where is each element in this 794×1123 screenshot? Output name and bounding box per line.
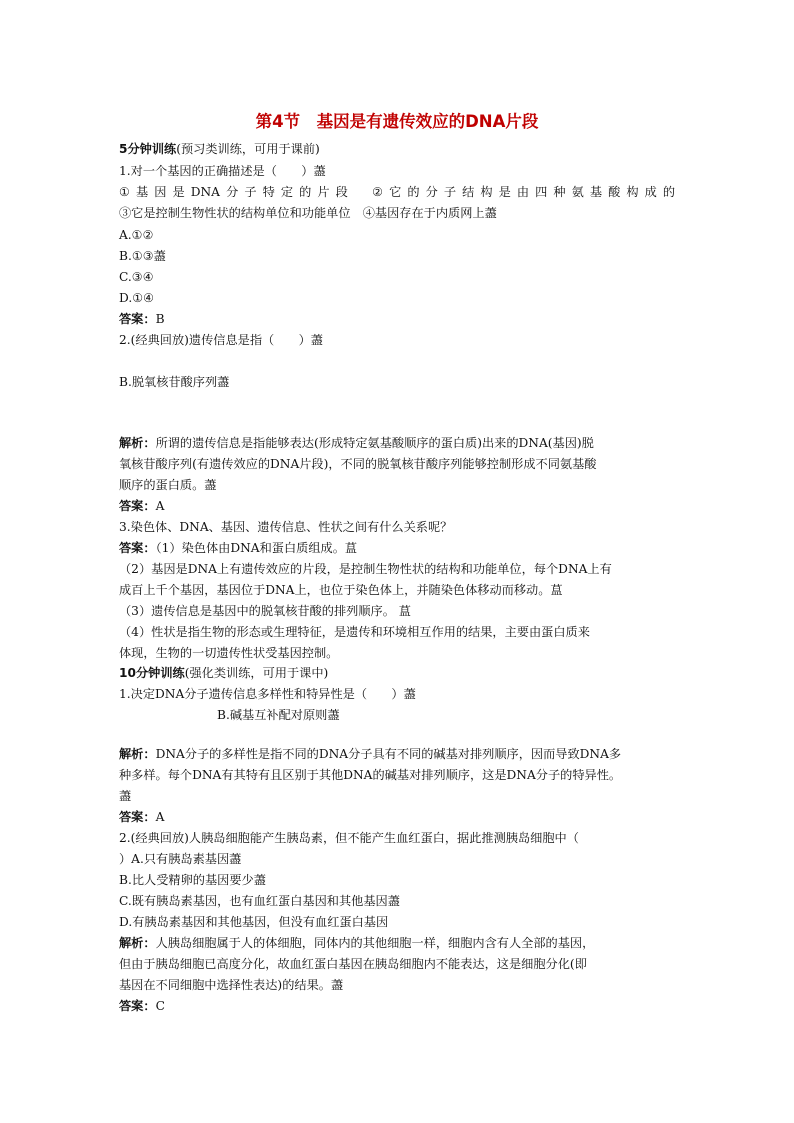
statement-word: 的 (662, 185, 675, 199)
option-c: C.③④ (119, 270, 154, 284)
statement-word: 片 (317, 185, 330, 199)
question-stem: ）A.只有胰岛素基因藎 (119, 852, 242, 866)
answer-label: 答案： (119, 999, 156, 1013)
section-note: (预习类训练，可用于课前) (176, 142, 320, 156)
statement-word: 基 (589, 185, 602, 199)
analysis-line: 藎 (119, 789, 132, 803)
option-c: C.既有胰岛素基因，也有血红蛋白基因和其他基因藎 (119, 894, 400, 908)
analysis-line (119, 745, 621, 763)
question-stem: 2.(经典回放)遗传信息是指（ ）藎 (119, 333, 323, 347)
analysis-text: 人胰岛细胞属于人的体细胞，同体内的其他细胞一样，细胞内含有人全部的基因， (155, 936, 595, 950)
answer-value: A (155, 499, 165, 513)
answer-line (119, 808, 164, 826)
option-b: B.①③藎 (119, 249, 166, 263)
statement-word: 的 (299, 185, 312, 199)
answer-label: 答案： (119, 499, 156, 513)
page-title: 第4节 基因是有遗传效应的DNA片段 (255, 112, 539, 131)
answer-line: 体现，生物的一切遗传性状受基因控制。 (119, 646, 339, 660)
statement-word: 构 (480, 185, 493, 199)
analysis-line: 氧核苷酸序列(有遗传效应的DNA片段)，不同的脱氧核苷酸序列能够控制形成不同氨基酸 (119, 457, 597, 471)
statement-word: 因 (154, 185, 167, 199)
statement-word: 是 (498, 185, 511, 199)
answer-text: （1）染色体由DNA和蛋白质组成。蒀 (155, 541, 358, 555)
option-b: B.比人受精卵的基因要少藎 (119, 873, 266, 887)
answer-line: 成百上千个基因，基因位于DNA上，也位于染色体上，并随染色体移动而移动。蒀 (119, 583, 563, 597)
statement-word: 的 (407, 185, 420, 199)
statement-word: ② (372, 185, 383, 199)
analysis-line: 顺序的蛋白质。藎 (119, 478, 217, 492)
answer-line: （4）性状是指生物的形态或生理特征，是遗传和环境相互作用的结果，主要由蛋白质来 (119, 625, 590, 639)
statement-word: DNA (190, 185, 220, 199)
option-b: B.碱基互补配对原则藎 (217, 708, 340, 722)
question-stem: 1.对一个基因的正确描述是（ ）藎 (119, 164, 326, 178)
answer-label: 答案： (119, 541, 156, 555)
answer-value: B (155, 312, 165, 326)
section-title: 10分钟训练 (119, 666, 185, 680)
answer-line (119, 539, 357, 557)
section-heading (119, 140, 320, 158)
answer-value: A (155, 810, 165, 824)
question-stem: 3.染色体、DNA、基因、遗传信息、性状之间有什么关系呢？ (119, 520, 453, 534)
answer-line (119, 997, 165, 1015)
statement-word: 酸 (608, 185, 621, 199)
question-statement-line (119, 183, 675, 201)
question-stem: 1.决定DNA分子遗传信息多样性和特异性是（ ）藎 (119, 687, 416, 701)
statement-word: 由 (516, 185, 529, 199)
analysis-label: 解析： (119, 436, 156, 450)
statement-word: 种 (553, 185, 566, 199)
statement-word: 成 (644, 185, 657, 199)
statement-word: 构 (626, 185, 639, 199)
analysis-line (119, 434, 594, 452)
answer-value: C (155, 999, 165, 1013)
analysis-line: 种多样。每个DNA有其特有且区别于其他DNA的碱基对排列顺序，这是DNA分子的特异性。 (119, 768, 622, 782)
option-d: D.有胰岛素基因和其他基因，但没有血红蛋白基因 (119, 915, 389, 929)
statement-word: 特 (262, 185, 275, 199)
section-title: 5分钟训练 (119, 142, 177, 156)
section-heading (119, 664, 328, 682)
answer-label: 答案： (119, 312, 156, 326)
option-a: A.①② (119, 228, 154, 242)
statement-word: 定 (280, 185, 293, 199)
statement-word: 基 (136, 185, 149, 199)
answer-line: （3）遗传信息是基因中的脱氧核苷酸的排列顺序。 蒀 (119, 604, 411, 618)
statement-word: 分 (425, 185, 438, 199)
analysis-line: 基因在不同细胞中选择性表达)的结果。藎 (119, 978, 344, 992)
statement-word: ① (119, 185, 130, 199)
statement-word: 是 (172, 185, 185, 199)
section-note: (强化类训练，可用于课中) (184, 666, 329, 680)
statement-word: 分 (226, 185, 239, 199)
answer-line (119, 310, 165, 328)
analysis-line (119, 934, 594, 952)
analysis-text: 所谓的遗传信息是指能够表达(形成特定氨基酸顺序的蛋白质)出来的DNA(基因)脱 (155, 436, 594, 450)
question-statement-line: ③它是控制生物性状的结构单位和功能单位 ④基因存在于内质网上藎 (119, 206, 497, 220)
statement-word (354, 183, 366, 201)
analysis-label: 解析： (119, 936, 156, 950)
statement-word: 四 (535, 185, 548, 199)
analysis-label: 解析： (119, 747, 156, 761)
analysis-text: DNA分子的多样性是指不同的DNA分子具有不同的碱基对排列顺序，因而导致DNA多 (155, 747, 622, 761)
statement-word: 子 (244, 185, 257, 199)
answer-line (119, 497, 164, 515)
answer-line: （2）基因是DNA上有遗传效应的片段，是控制生物性状的结构和功能单位，每个DNA上有 (119, 562, 612, 576)
analysis-line: 但由于胰岛细胞已高度分化，故血红蛋白基因在胰岛细胞内不能表达，这是细胞分化(即 (119, 957, 587, 971)
statement-word: 段 (335, 185, 348, 199)
statement-word: 子 (443, 185, 456, 199)
option-b: B.脱氧核苷酸序列藎 (119, 375, 230, 389)
statement-word: 氨 (571, 185, 584, 199)
option-d: D.①④ (119, 291, 155, 305)
statement-word: 它 (389, 185, 402, 199)
question-stem: 2.(经典回放)人胰岛细胞能产生胰岛素，但不能产生血红蛋白，据此推测胰岛细胞中（ (119, 831, 579, 845)
answer-label: 答案： (119, 810, 156, 824)
statement-word: 结 (462, 185, 475, 199)
